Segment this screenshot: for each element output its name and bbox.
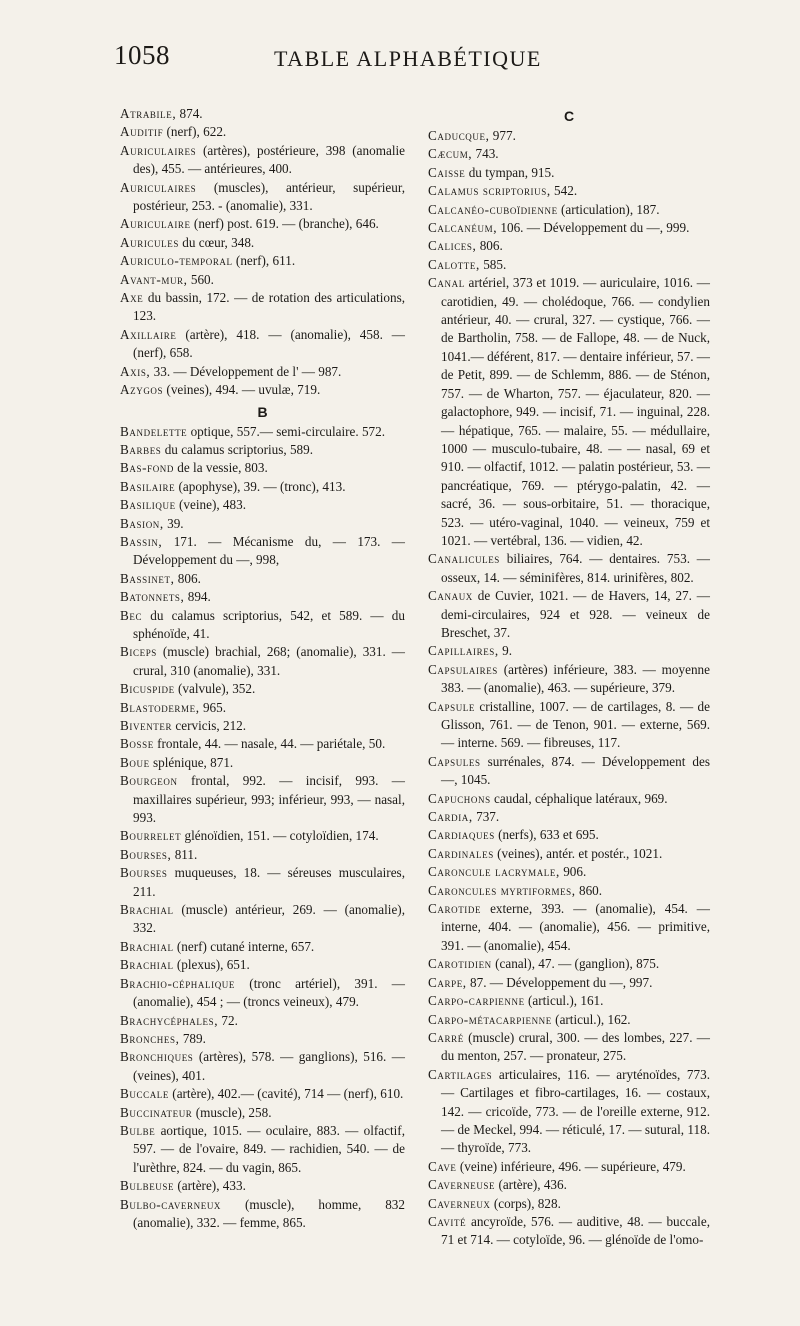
index-term: Canaux: [428, 588, 473, 604]
index-references: 585.: [479, 256, 507, 272]
index-entry: [120, 289, 405, 326]
index-entry: [428, 790, 710, 808]
page-number: 1058: [114, 40, 170, 70]
index-term: Canalicules: [428, 551, 500, 567]
index-entry: [120, 735, 405, 753]
left-index-column: [120, 105, 405, 1232]
index-term: Carpo-carpienne: [428, 993, 525, 1009]
index-entry: [428, 753, 710, 790]
index-references: (nerf), 611.: [232, 253, 296, 269]
index-term: Caverneuse: [428, 1177, 496, 1193]
index-term: Bulbo-caverneux: [120, 1196, 222, 1212]
index-term: Carotidien: [428, 956, 492, 972]
index-entry: [428, 661, 710, 698]
index-references: du calamus scriptorius, 542, et 589. — du sphénoïde, 41.: [133, 607, 405, 641]
index-references: 72.: [218, 1012, 238, 1028]
index-term: Capsulaires: [428, 661, 498, 677]
index-references: (artères), postérieure, 398 (anomalie des), 455. — antérieures, 400.: [133, 142, 405, 177]
index-references: (artère), 433.: [174, 1178, 246, 1194]
index-references: 560.: [187, 271, 214, 287]
index-references: (veine), 483.: [175, 497, 247, 513]
index-references: (artères) inférieure, 383. — moyenne 383. — (anomalie), 463. — supérieure, 379.: [441, 661, 710, 696]
index-term: Bronches,: [120, 1030, 180, 1046]
index-references: (muscle) antérieur, 269. — (anomalie), 332.: [133, 902, 405, 936]
index-entry: [428, 808, 710, 826]
index-entry: [120, 1048, 405, 1085]
index-term: Buccale: [120, 1086, 169, 1102]
index-entry: [428, 201, 710, 219]
index-entry: [120, 1104, 405, 1122]
index-references: du tympan, 915.: [465, 164, 555, 180]
index-term: Auricules: [120, 234, 179, 250]
index-term: Batonnets,: [120, 589, 185, 605]
index-term: Caverneux: [428, 1195, 491, 1211]
index-entry: [120, 478, 405, 496]
index-entry: [428, 1158, 710, 1176]
index-references: (valvule), 352.: [174, 681, 256, 697]
index-entry: [428, 863, 710, 881]
index-references: 860.: [575, 882, 603, 898]
index-term: Auriculo-temporal: [120, 253, 233, 269]
index-references: splénique, 871.: [149, 754, 234, 770]
index-entry: [428, 900, 710, 955]
index-term: Calcanéo-cuboïdienne: [428, 201, 558, 217]
index-references: (articulation), 187.: [557, 201, 660, 217]
index-term: Cardinales: [428, 845, 494, 861]
index-entry: [428, 642, 710, 660]
index-entry: [428, 974, 710, 992]
index-references: (muscle), 258.: [192, 1104, 272, 1120]
index-term: Basilaire: [120, 478, 176, 494]
index-term: Cartilages: [428, 1066, 493, 1082]
index-entry: [428, 587, 710, 642]
index-term: Buccinateur: [120, 1104, 193, 1120]
index-term: Bronchiques: [120, 1049, 194, 1065]
index-term: Bulbe: [120, 1122, 156, 1138]
index-term: Carré: [428, 1029, 464, 1045]
index-references: 9.: [498, 643, 512, 659]
index-references: du bassin, 172. — de rotation des articulations, 123.: [133, 290, 405, 324]
index-term: Avant-mur,: [120, 271, 188, 287]
index-entry: [120, 496, 405, 514]
index-term: Bourses,: [120, 846, 172, 862]
index-entry: [120, 1012, 405, 1030]
index-term: Bassinet,: [120, 570, 175, 586]
index-references: (nerf) cutané interne, 657.: [173, 938, 315, 954]
index-references: glénoïdien, 151. — cotyloïdien, 174.: [181, 828, 379, 844]
index-references: (artère), 436.: [495, 1177, 567, 1193]
index-entry: [428, 845, 710, 863]
index-references: (veine) inférieure, 496. — supérieure, 479.: [456, 1158, 686, 1174]
index-entry: [120, 938, 405, 956]
index-entry: [120, 423, 405, 441]
index-term: Carpe,: [428, 974, 467, 990]
index-term: Bourgeon: [120, 773, 178, 789]
index-entry: [120, 827, 405, 845]
right-index-column: [428, 104, 710, 1250]
index-entry: [428, 237, 710, 255]
index-references: (nerfs), 633 et 695.: [494, 827, 599, 843]
index-entry: [428, 1066, 710, 1158]
index-entry: [428, 256, 710, 274]
index-term: Caducque,: [428, 128, 490, 143]
index-term: Cavité: [428, 1213, 467, 1229]
index-entry: [120, 1030, 405, 1048]
index-term: Carotide: [428, 901, 482, 917]
index-term: Canal: [428, 275, 465, 291]
index-term: Boue: [120, 754, 150, 770]
index-entry: [428, 145, 710, 163]
index-term: Axis,: [120, 363, 151, 379]
index-entry: [120, 234, 405, 252]
index-entry: [120, 381, 405, 399]
index-references: (corps), 828.: [490, 1195, 561, 1211]
index-entry: [120, 846, 405, 864]
index-references: 965.: [199, 699, 227, 715]
index-entry: [428, 698, 710, 753]
index-term: Caroncule lacrymale,: [428, 864, 560, 880]
index-term: Atrabile,: [120, 106, 177, 121]
index-references: 106. — Développement du —, 999.: [497, 220, 690, 236]
index-entry: [428, 826, 710, 844]
index-entry: [120, 515, 405, 533]
index-term: Basion,: [120, 515, 164, 531]
index-references: surrénales, 874. — Développement des —, 1045.: [441, 753, 710, 788]
index-term: Bassin,: [120, 533, 163, 549]
index-term: Caroncules myrtiformes,: [428, 882, 576, 898]
index-term: Auriculaire: [120, 216, 191, 232]
index-references: de Cuvier, 1021. — de Havers, 14, 27. — demi-circulaires, 924 et 928. — veineux de Breschet, 37.: [441, 588, 710, 640]
index-references: du calamus scriptorius, 589.: [161, 441, 314, 457]
index-entry: [428, 955, 710, 973]
index-term: Auriculaires: [120, 179, 197, 195]
index-references: biliaires, 764. — dentaires. 753. — osseux, 14. — séminifères, 814. urinifères, 802.: [441, 551, 710, 585]
index-term: Calcanéum,: [428, 220, 498, 236]
index-references: 87. — Développement du —, 997.: [466, 974, 653, 990]
index-references: (muscles), antérieur, supérieur, postérieur, 253. - (anomalie), 331.: [133, 179, 405, 214]
index-term: Cardiaques: [428, 827, 495, 843]
index-references: 906.: [559, 864, 587, 880]
index-references: externe, 393. — (anomalie), 454. — interne, 404. — (anomalie), 456. — primitive, 391. — (anomalie), 454.: [441, 901, 710, 953]
index-references: (muscle), homme, 832 (anomalie), 332. — femme, 865.: [133, 1196, 405, 1230]
index-entry: [120, 956, 405, 974]
index-term: Carpo-métacarpienne: [428, 1011, 552, 1027]
index-term: Brachycéphales,: [120, 1012, 219, 1028]
page-header: [114, 40, 714, 74]
index-references: 743.: [472, 146, 499, 162]
index-references: 542.: [550, 183, 578, 199]
index-references: 894.: [184, 589, 211, 605]
index-entry: [428, 882, 710, 900]
index-references: (muscle) brachial, 268; (anomalie), 331. — crural, 310 (anomalie), 331.: [133, 644, 405, 678]
index-term: Azygos: [120, 382, 164, 398]
index-entry: [428, 1195, 710, 1213]
index-entry: [120, 607, 405, 644]
index-references: (veines), 494. — uvulæ, 719.: [163, 382, 321, 398]
index-term: Axillaire: [120, 326, 177, 342]
index-entry: [120, 570, 405, 588]
index-entry: [120, 142, 405, 179]
index-references: (articul.), 162.: [551, 1011, 631, 1027]
index-references: (veines), antér. et postér., 1021.: [493, 845, 663, 861]
index-entry: [120, 123, 405, 141]
index-entry: [120, 252, 405, 270]
index-references: 789.: [179, 1030, 206, 1046]
index-term: Axe: [120, 290, 144, 306]
index-references: 737.: [472, 809, 500, 825]
index-entry: [120, 901, 405, 938]
index-entry: [120, 1122, 405, 1177]
index-entry: [120, 441, 405, 459]
index-entry: [120, 179, 405, 216]
index-term: Bulbeuse: [120, 1178, 175, 1194]
index-term: Brachio-céphalique: [120, 975, 235, 991]
index-references: cristalline, 1007. — de cartilages, 8. — de Glisson, 761. — de Tenon, 901. — externe, 569. — interne. 569. — fibreuses, 117.: [441, 698, 710, 751]
index-references: de la vessie, 803.: [174, 460, 268, 476]
index-term: Barbes: [120, 441, 162, 457]
index-entry: [428, 182, 710, 200]
index-term: Basilique: [120, 497, 176, 513]
index-term: Biventer: [120, 718, 173, 733]
index-term: Auriculaires: [120, 142, 197, 158]
index-entry: [120, 533, 405, 570]
index-references: articulaires, 116. — aryténoïdes, 773. — Cartilages et fibro-cartilages, 16. — costaux, 142. — cricoïde, 773. — de l'oreille externe, 912. — de Meckel, 994. — réticulé, 17. — sutural, 118. — thyroïde, 773.: [441, 1066, 710, 1156]
index-entry: [428, 219, 710, 237]
index-term: Auditif: [120, 124, 164, 140]
index-references: (nerf), 622.: [163, 124, 227, 140]
index-references: (plexus), 651.: [173, 957, 250, 973]
index-entry: [428, 1213, 710, 1250]
index-entry: [120, 215, 405, 233]
index-entry: [428, 992, 710, 1010]
index-references: (nerf) post. 619. — (branche), 646.: [190, 216, 379, 232]
index-entry: [428, 1029, 710, 1066]
index-references: artériel, 373 et 1019. — auriculaire, 1016. — carotidien, 49. — cholédoque, 766. — condylien antérieur, 40. — crural, 327. — cystique, 766. — de Bartholin, 758. — de Fallope, 48. — de Nuck, 1041.— déférent, 817. — dentaire inférieur, 57. — de Petit, 899. — de Schlemm, 886. — de Sténon, 757. — de Wharton, 757. — éjaculateur, 820. — galactophore, 949. — incisif, 71. — inguinal, 228. — hépatique, 765. — malaire, 55. — médullaire, 1000 — musculo-tubaire, 48. — — nasal, 69 et 910. — olfactif, 1012. — palatin postérieur, 53. — pancréatique, 769. — ptérygo-palatin, 42. — sacré, 36. — sous-orbitaire, 51. — thoracique, 523. — utéro-vaginal, 1040. — veineux, 759 et 1021. — vertébral, 136. — vidien, 42.: [441, 275, 710, 548]
running-title: TABLE ALPHABÉTIQUE: [274, 46, 542, 71]
index-term: Biceps: [120, 644, 157, 660]
section-letter: C: [563, 108, 575, 124]
index-term: Caisse: [428, 164, 466, 180]
index-references: (artère), 418. — (anomalie), 458. — (nerf), 658.: [133, 326, 405, 361]
index-references: 811.: [171, 846, 198, 862]
index-references: 977.: [489, 128, 516, 143]
index-references: (apophyse), 39. — (tronc), 413.: [175, 478, 346, 494]
index-entry: [120, 1085, 405, 1103]
index-entry: [120, 271, 405, 289]
index-references: frontale, 44. — nasale, 44. — pariétale, 50.: [153, 736, 386, 752]
index-references: optique, 557.— semi-circulaire. 572.: [187, 423, 386, 439]
index-term: Bas-fond: [120, 460, 174, 476]
index-entry: [120, 772, 405, 827]
index-references: (muscle) crural, 300. — des lombes, 227. — du menton, 257. — pronateur, 275.: [441, 1029, 710, 1064]
index-term: Bandelette: [120, 423, 188, 439]
index-term: Calices,: [428, 238, 477, 254]
index-references: (artère), 402.— (cavité), 714 — (nerf), 610.: [169, 1086, 404, 1102]
index-entry: [120, 1177, 405, 1195]
index-references: du cœur, 348.: [178, 234, 255, 250]
index-entry: [120, 754, 405, 772]
index-references: 171. — Mécanisme du, — 173. — Développement du —, 998,: [133, 533, 405, 568]
index-term: Bosse: [120, 736, 154, 752]
index-term: Bourrelet: [120, 828, 182, 844]
index-references: 806.: [476, 238, 503, 254]
index-references: 806.: [174, 570, 201, 586]
index-term: Brachial: [120, 938, 174, 954]
index-references: (artères), 578. — ganglions), 516. — (veines), 401.: [133, 1049, 405, 1083]
index-term: Bec: [120, 607, 143, 623]
index-term: Cæcum,: [428, 146, 473, 162]
index-references: 33. — Développement de l' — 987.: [150, 363, 342, 379]
index-references: caudal, céphalique latéraux, 969.: [490, 790, 668, 806]
index-entry: [120, 326, 405, 363]
index-entry: [120, 459, 405, 477]
index-entry: [120, 105, 405, 123]
index-entry: [120, 864, 405, 901]
index-entry: [120, 699, 405, 717]
index-term: Capsule: [428, 698, 476, 714]
index-term: Capillaires,: [428, 643, 499, 659]
index-references: (articul.), 161.: [524, 993, 604, 1009]
index-entry: [120, 680, 405, 698]
index-term: Calotte,: [428, 256, 480, 272]
index-entry: [428, 127, 710, 145]
index-term: Capsules: [428, 753, 481, 769]
index-term: Calamus scriptorius,: [428, 183, 551, 199]
index-entry: [120, 363, 405, 381]
index-references: cervicis, 212.: [172, 718, 247, 733]
index-term: Brachial: [120, 957, 174, 973]
index-references: muqueuses, 18. — séreuses musculaires, 211.: [133, 865, 405, 899]
index-entry: [120, 975, 405, 1012]
index-term: Cardia,: [428, 809, 473, 825]
index-references: frontal, 992. — incisif, 993. — maxillaires supérieur, 993; inférieur, 993, — nasal, 993.: [133, 773, 405, 826]
index-term: Brachial: [120, 902, 174, 918]
index-term: Capuchons: [428, 790, 491, 806]
index-references: (tronc artériel), 391. — (anomalie), 454 ; — (troncs veineux), 479.: [133, 975, 405, 1010]
index-term: Bicuspide: [120, 681, 175, 697]
section-letter: B: [257, 403, 268, 420]
index-entry: [428, 550, 710, 587]
index-entry: [120, 1196, 405, 1233]
index-references: ancyroïde, 576. — auditive, 48. — buccale, 71 et 714. — cotyloïde, 96. — glénoïde de l'omo-: [441, 1213, 710, 1248]
index-entry: [428, 1011, 710, 1029]
index-term: Cave: [428, 1158, 457, 1174]
index-references: (canal), 47. — (ganglion), 875.: [491, 956, 660, 972]
index-entry: [120, 643, 405, 680]
index-entry: [428, 164, 710, 182]
index-term: Bourses: [120, 865, 168, 881]
index-references: 39.: [163, 515, 184, 531]
index-references: 874.: [176, 106, 203, 121]
index-entry: [120, 588, 405, 606]
index-references: aortique, 1015. — oculaire, 883. — olfactif, 597. — de l'ovaire, 849. — rachidien, 540. — de l'urèthre, 824. — du vagin, 865.: [133, 1122, 405, 1175]
index-term: Blastoderme,: [120, 699, 200, 715]
index-entry: [428, 274, 710, 550]
index-entry: [120, 717, 405, 735]
index-entry: [428, 1176, 710, 1194]
